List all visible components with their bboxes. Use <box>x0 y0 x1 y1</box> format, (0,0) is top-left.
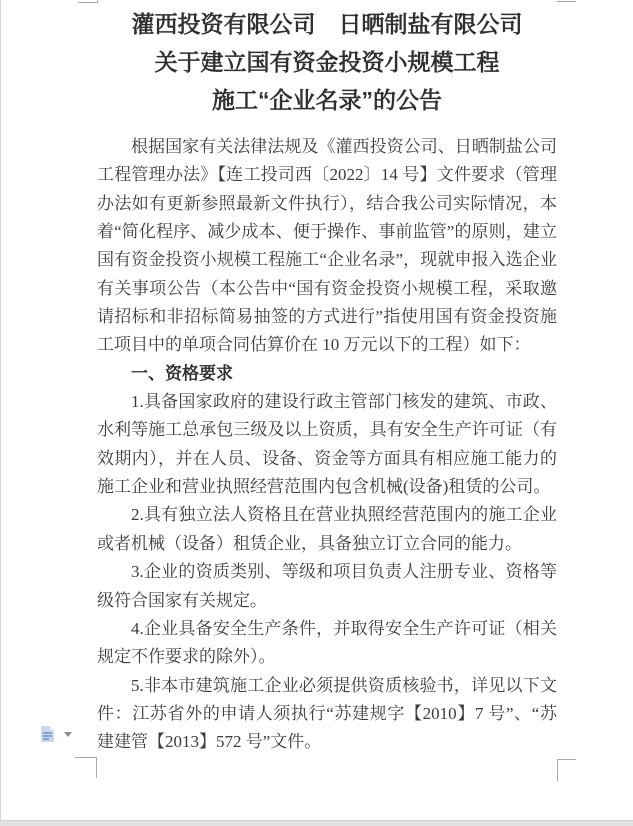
text-boundary-mark-bottom-left <box>75 757 97 758</box>
paragraph-item-2[interactable]: 2.具有独立法人资格且在营业执照经营范围内的施工企业或者机械（设备）租赁企业，具备独立订立合同的能力。 <box>97 505 557 553</box>
text-boundary-mark-top-left <box>78 2 98 3</box>
paragraph-item-1[interactable]: 1.具备国家政府的建设行政主管部门核发的建筑、市政、水利等施工总承包三级及以上资质，具有安全生产许可证（有效期内），并在人员、设备、资金等方面具有相应施工能力的施工企业和营业执照经营范围内包含机械(设备)租赁的公司。 <box>97 392 557 497</box>
document-title-line-3[interactable]: 施工“企业名录”的公告 <box>212 87 442 113</box>
document-title[interactable] <box>97 5 557 119</box>
paragraph-item-3[interactable]: 3.企业的资质类别、等级和项目负责人注册专业、资格等级符合国家有关规定。 <box>97 562 557 610</box>
caret-down-icon <box>64 732 72 737</box>
paste-options-button[interactable] <box>36 723 74 745</box>
heading-qualification-requirements[interactable]: 一、资格要求 <box>131 363 233 383</box>
paragraph-item-4[interactable]: 4.企业具备安全生产条件，并取得安全生产许可证（相关规定不作要求的除外）。 <box>97 618 557 667</box>
text-boundary-mark-bottom-right-tick <box>557 759 558 781</box>
paragraph-intro[interactable]: 根据国家有关法律法规及《灌西投资公司、日晒制盐公司工程管理办法》【连工投司西〔2022〕14 号】文件要求（管理办法如有更新参照最新文件执行），结合我公司实际情况，本着“简化程序、减少成本、便于操作、事前监管”的原则，建立国有资金投资小规模工程施工“企业名录”，现就申报入选企业有关事项公告（本公告中“国有资金投资小规模工程，采取邀请招标和非招标简易抽签的方式进行”指使用国有资金投资施工项目中的单项合同估算价在 10 万元以下的工程）如下： <box>97 137 557 355</box>
text-boundary-mark-bottom-right <box>557 759 576 760</box>
page-bottom-edge <box>0 820 633 826</box>
document-content[interactable] <box>97 0 557 757</box>
paragraph-item-5[interactable]: 5.非本市建筑施工企业必须提供资质核验书，详见以下文件：江苏省外的申请人须执行“苏建规字【2010】7 号”、“苏建建管【2013】572 号”文件。 <box>97 675 557 752</box>
text-boundary-mark-top-right <box>557 1 576 2</box>
document-title-line-1[interactable]: 灌西投资有限公司 日晒制盐有限公司 <box>131 11 523 37</box>
paste-options-icon <box>38 725 58 743</box>
document-body[interactable] <box>97 133 557 757</box>
page-left-edge <box>0 0 1 826</box>
document-title-line-2[interactable]: 关于建立国有资金投资小规模工程 <box>154 49 500 75</box>
text-boundary-mark-bottom-left-tick <box>96 757 97 778</box>
